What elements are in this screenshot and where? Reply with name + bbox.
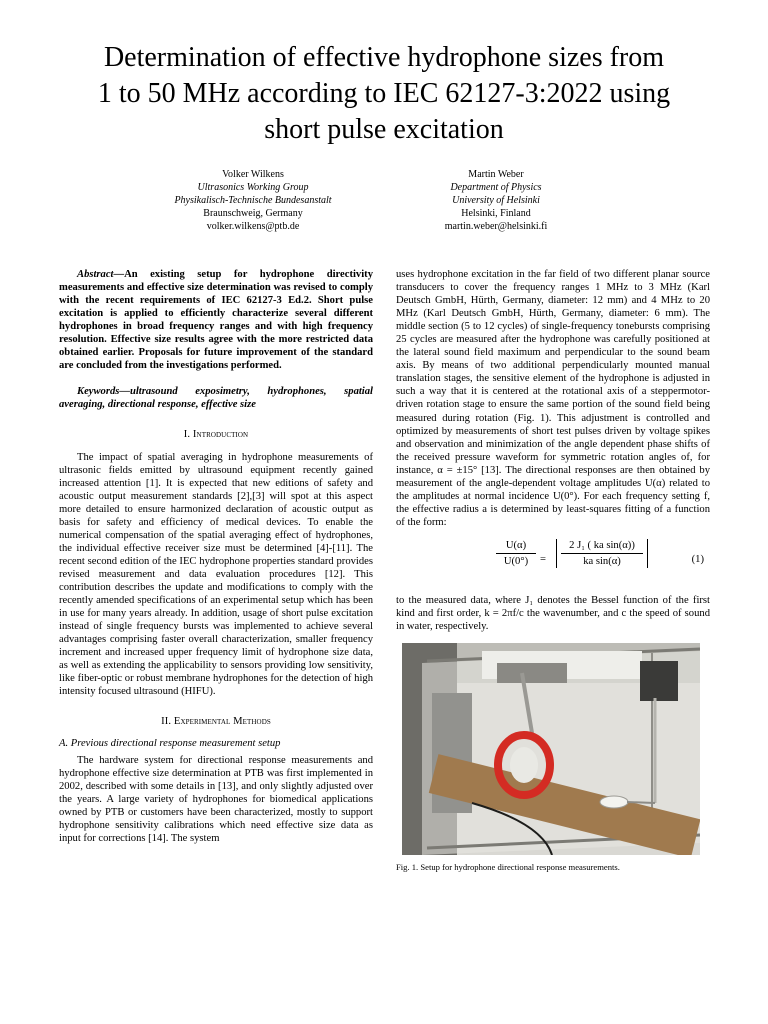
equation-lhs-denominator: U(0°) [503, 555, 529, 567]
author-location: Braunschweig, Germany [203, 208, 303, 219]
equation-rhs-numerator: 2 J₁ ( ka sin(α)) [569, 539, 635, 551]
author-location: Helsinki, Finland [461, 208, 531, 219]
equation-lhs [496, 539, 536, 568]
keywords-text: —ultrasound exposimetry, hydrophones, spatial averaging, directional response, effective size [59, 386, 373, 411]
author-name: Martin Weber [468, 169, 524, 180]
abstract-text: —An existing setup for hydrophone directivity measurements and effective size determination was revised to comply with the recent requirements of IEC 62127-3 Ed.2. Short pulse excitation is applied to efficiently characterize several different hydrophones in broad frequency ranges and with high frequency resolution. Effective size results agree with the more restricted data obtained earlier. Proposals for future improvement of the standard are concluded from the investigations performed. [59, 269, 373, 372]
keywords-lead: Keywords [77, 386, 120, 398]
author-name: Volker Wilkens [222, 169, 284, 180]
author-email[interactable]: volker.wilkens@ptb.de [206, 221, 300, 232]
author-email[interactable]: martin.weber@helsinki.fi [444, 221, 548, 232]
setup-photo [402, 643, 700, 855]
title-line: short pulse excitation [264, 114, 504, 145]
author-institution: University of Helsinki [452, 195, 540, 206]
after-equation-paragraph: to the measured data, where J₁ denotes the Bessel function of the first kind and first order, k = 2πf/c the wavenumber, and c the speed of sound in water, respectively. [396, 594, 710, 633]
methods-continued-paragraph: uses hydrophone excitation in the far field of two different planar source transducers to cover the frequency ranges 1 MHz to 3 MHz (Karl Deutsch GmbH, Hürth, Germany, diameter: 12 mm) and 4 MHz to 20 MHz (Karl Deutsch GmbH, Hürth, Germany, diameter: 6 mm). The middle section (5 to 12 cycles) of single-frequency tonebursts comprising 25 cycles are measured after the hydrophone was carefully positioned at the lateral sound field maximum and perpendicular to the sound beam axis. By means of two additional perpendicularly mounted manual translation stages, the sensitive element of the hydrophone is adjusted in such a way that it is centered at the rotational axis of a steppermotor-driven rotation stage to ensure the same portion of the sound field being measured during rotation (Fig. 1). This adjustment is controlled and optimized by measurements of short test pulses driven by voltage spikes and observation and minimization of the angle dependent phase shifts of the received pressure waveform for symmetric rotation angles of, for instance, α = ±15° [13]. The directional responses are then obtained by measurement of the angle-dependent voltage amplitudes U(α) related to the amplitudes at normal incidence U(0°). For each frequency setting f, the effective radius a is determined by least-squares fitting of a function of the form: [396, 269, 710, 528]
abstract [59, 268, 373, 372]
equation-1 [396, 539, 710, 587]
intro-paragraph: The impact of spatial averaging in hydrophone measurements of ultrasonic fields emitted by ultrasound equipment recently gained increased attention [1]. It is expected that new editions of safety and acoustic output measurement standards [2],[3] will spot at this aspect more detailed to ensure harmonized declaration of acoustic output as basis for safety and efficiency of medical devices. To enable the numerical compensation of the spatial averaging effect of hydrophones, the individual effective receiver size must be determined [4]-[11]. The recent second edition of the IEC hydrophone properties standard provides revised measurement and data evaluation procedures [12]. This contribution describes the update and modifications to comply with the recently amended specifications of an experimental setup which has been in use for many years already. In addition, usage of short pulse excitation instead of single frequency bursts was implemented to achieve several advantages comprising faster overall characterization, smaller frequency increment and increased upper frequency limit of hydrophone size data, as well as extending the applicability to sensors providing low sensitivity, like fiber-optic or robust membrane hydrophones for the detection of high intensity focused ultrasound (HIFU). [59, 451, 373, 698]
title-line: 1 to 50 MHz according to IEC 62127-3:2022 using [97, 78, 671, 109]
author-block-2 [366, 168, 626, 233]
paper-title [40, 40, 728, 148]
author-institution: Physikalisch-Technische Bundesanstalt [174, 195, 332, 206]
author-group: Ultrasonics Working Group [197, 182, 309, 193]
methods-paragraph: The hardware system for directional response measurements and hydrophone effective size determination at PTB was first implemented in 2002, described with some details in [13], and only slightly adjusted over the years. A large variety of hydrophones for biomedical applications owned by PTB or customers have been characterized, mostly to support hydrophone sensitivity calibrations which need effective size data as input for corrections [14]. The system [59, 754, 373, 844]
abstract-lead: Abstract [77, 269, 114, 280]
equation-rhs-denominator: ka sin(α) [583, 555, 621, 567]
title-line: Determination of effective hydrophone sizes from [103, 42, 665, 73]
equation-number: (1) [691, 553, 704, 565]
keywords [59, 385, 373, 411]
equation-equals: = [540, 553, 546, 565]
figure-caption: Fig. 1. Setup for hydrophone directional response measurements. [396, 862, 620, 873]
author-block-1 [123, 168, 383, 233]
equation-lhs-numerator: U(α) [505, 539, 527, 551]
section-heading: II. Experimental Methods [161, 716, 271, 728]
author-group: Department of Physics [450, 182, 542, 193]
section-heading: I. Introduction [183, 429, 249, 441]
left-column [59, 268, 373, 845]
right-column [396, 268, 710, 874]
subsection-heading: A. Previous directional response measurement setup [59, 738, 281, 750]
equation-rhs [556, 539, 648, 568]
setup-photo-illustration [402, 643, 700, 855]
